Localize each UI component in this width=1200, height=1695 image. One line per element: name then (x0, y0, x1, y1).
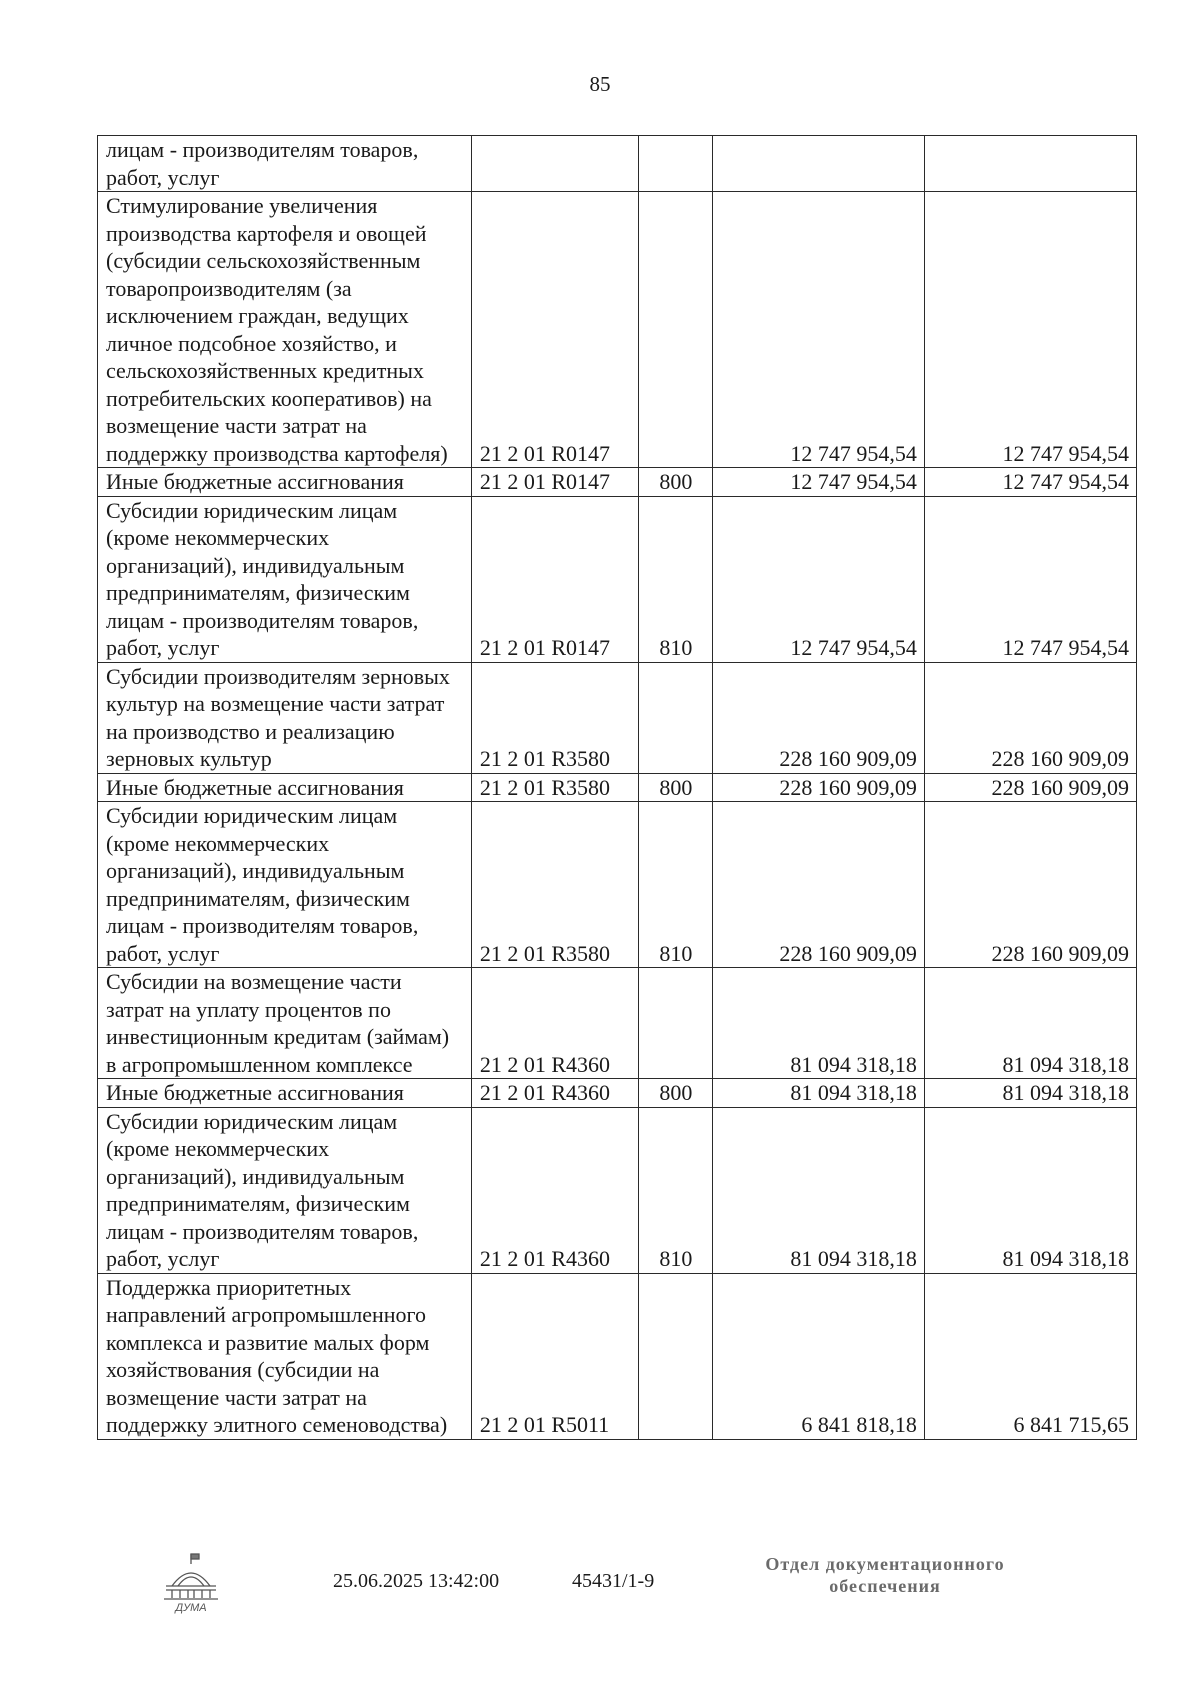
row-type: 800 (638, 773, 712, 802)
row-amount-1: 228 160 909,09 (712, 662, 924, 773)
row-amount-1: 12 747 954,54 (712, 192, 924, 468)
row-amount-2: 12 747 954,54 (924, 192, 1136, 468)
budget-table (97, 135, 1137, 1440)
row-amount-2: 81 094 318,18 (924, 1107, 1136, 1273)
row-code: 21 2 01 R0147 (471, 192, 638, 468)
row-amount-1 (712, 136, 924, 192)
row-name: Субсидии на возмещение части затрат на уплату процентов по инвестиционным кредитам (займам) в агропромышленном комплексе (98, 968, 472, 1079)
row-amount-1: 228 160 909,09 (712, 773, 924, 802)
row-type: 810 (638, 802, 712, 968)
row-amount-2: 228 160 909,09 (924, 662, 1136, 773)
row-type: 800 (638, 1079, 712, 1108)
row-amount-2: 81 094 318,18 (924, 968, 1136, 1079)
row-type: 800 (638, 468, 712, 497)
table-row (98, 802, 1137, 968)
row-amount-2: 12 747 954,54 (924, 468, 1136, 497)
table-row (98, 662, 1137, 773)
logo-text: ДУМА (175, 1602, 207, 1614)
table-row (98, 136, 1137, 192)
footer-doc-number: 45431/1-9 (572, 1570, 655, 1592)
row-code: 21 2 01 R4360 (471, 1079, 638, 1108)
row-code: 21 2 01 R0147 (471, 496, 638, 662)
row-type: 810 (638, 496, 712, 662)
row-amount-2: 228 160 909,09 (924, 773, 1136, 802)
row-name: Иные бюджетные ассигнования (98, 468, 472, 497)
stamp-line-2: обеспечения (829, 1576, 941, 1596)
table-row (98, 1107, 1137, 1273)
row-name: Субсидии юридическим лицам (кроме некоммерческих организаций), индивидуальным предпринимателям, физическим лицам - производителям товаров, работ, услуг (98, 802, 472, 968)
row-amount-1: 81 094 318,18 (712, 968, 924, 1079)
footer-datetime: 25.06.2025 13:42:00 (333, 1570, 500, 1592)
table-row (98, 968, 1137, 1079)
row-amount-1: 228 160 909,09 (712, 802, 924, 968)
row-amount-1: 81 094 318,18 (712, 1107, 924, 1273)
row-amount-1: 12 747 954,54 (712, 496, 924, 662)
row-name: Иные бюджетные ассигнования (98, 773, 472, 802)
row-type (638, 192, 712, 468)
row-name: Стимулирование увеличения производства картофеля и овощей (субсидии сельскохозяйственным товаропроизводителям (за исключением граждан, ведущих личное подсобное хозяйство, и сельскохозяйственных кредитных потребительских кооперативов) на возмещение части затрат на поддержку производства картофеля) (98, 192, 472, 468)
page-number: 85 (589, 72, 611, 96)
row-amount-2: 6 841 715,65 (924, 1273, 1136, 1439)
row-code: 21 2 01 R3580 (471, 773, 638, 802)
row-amount-1: 12 747 954,54 (712, 468, 924, 497)
row-code (471, 136, 638, 192)
table-row (98, 468, 1137, 497)
row-type (638, 968, 712, 1079)
table-row (98, 1079, 1137, 1108)
row-amount-1: 81 094 318,18 (712, 1079, 924, 1108)
table-row (98, 773, 1137, 802)
row-type: 810 (638, 1107, 712, 1273)
row-name: Субсидии юридическим лицам (кроме некоммерческих организаций), индивидуальным предпринимателям, физическим лицам - производителям товаров, работ, услуг (98, 496, 472, 662)
row-type (638, 1273, 712, 1439)
row-amount-1: 6 841 818,18 (712, 1273, 924, 1439)
row-amount-2: 228 160 909,09 (924, 802, 1136, 968)
row-name: лицам - производителям товаров, работ, услуг (98, 136, 472, 192)
stamp-line-1: Отдел документационного (765, 1554, 1005, 1574)
row-amount-2: 81 094 318,18 (924, 1079, 1136, 1108)
duma-building-logo-icon (160, 1552, 222, 1614)
row-type (638, 136, 712, 192)
row-code: 21 2 01 R5011 (471, 1273, 638, 1439)
row-amount-2: 12 747 954,54 (924, 496, 1136, 662)
table-row (98, 192, 1137, 468)
row-code: 21 2 01 R0147 (471, 468, 638, 497)
row-code: 21 2 01 R3580 (471, 802, 638, 968)
row-code: 21 2 01 R4360 (471, 1107, 638, 1273)
table-row (98, 496, 1137, 662)
row-name: Субсидии юридическим лицам (кроме некоммерческих организаций), индивидуальным предпринимателям, физическим лицам - производителям товаров, работ, услуг (98, 1107, 472, 1273)
row-name: Поддержка приоритетных направлений агропромышленного комплекса и развитие малых форм хозяйствования (субсидии на возмещение части затрат на поддержку элитного семеноводства) (98, 1273, 472, 1439)
row-code: 21 2 01 R3580 (471, 662, 638, 773)
row-amount-2 (924, 136, 1136, 192)
row-name: Субсидии производителям зерновых культур на возмещение части затрат на производство и реализацию зерновых культур (98, 662, 472, 773)
department-stamp (735, 1553, 1035, 1597)
row-type (638, 662, 712, 773)
row-code: 21 2 01 R4360 (471, 968, 638, 1079)
row-name: Иные бюджетные ассигнования (98, 1079, 472, 1108)
table-row (98, 1273, 1137, 1439)
